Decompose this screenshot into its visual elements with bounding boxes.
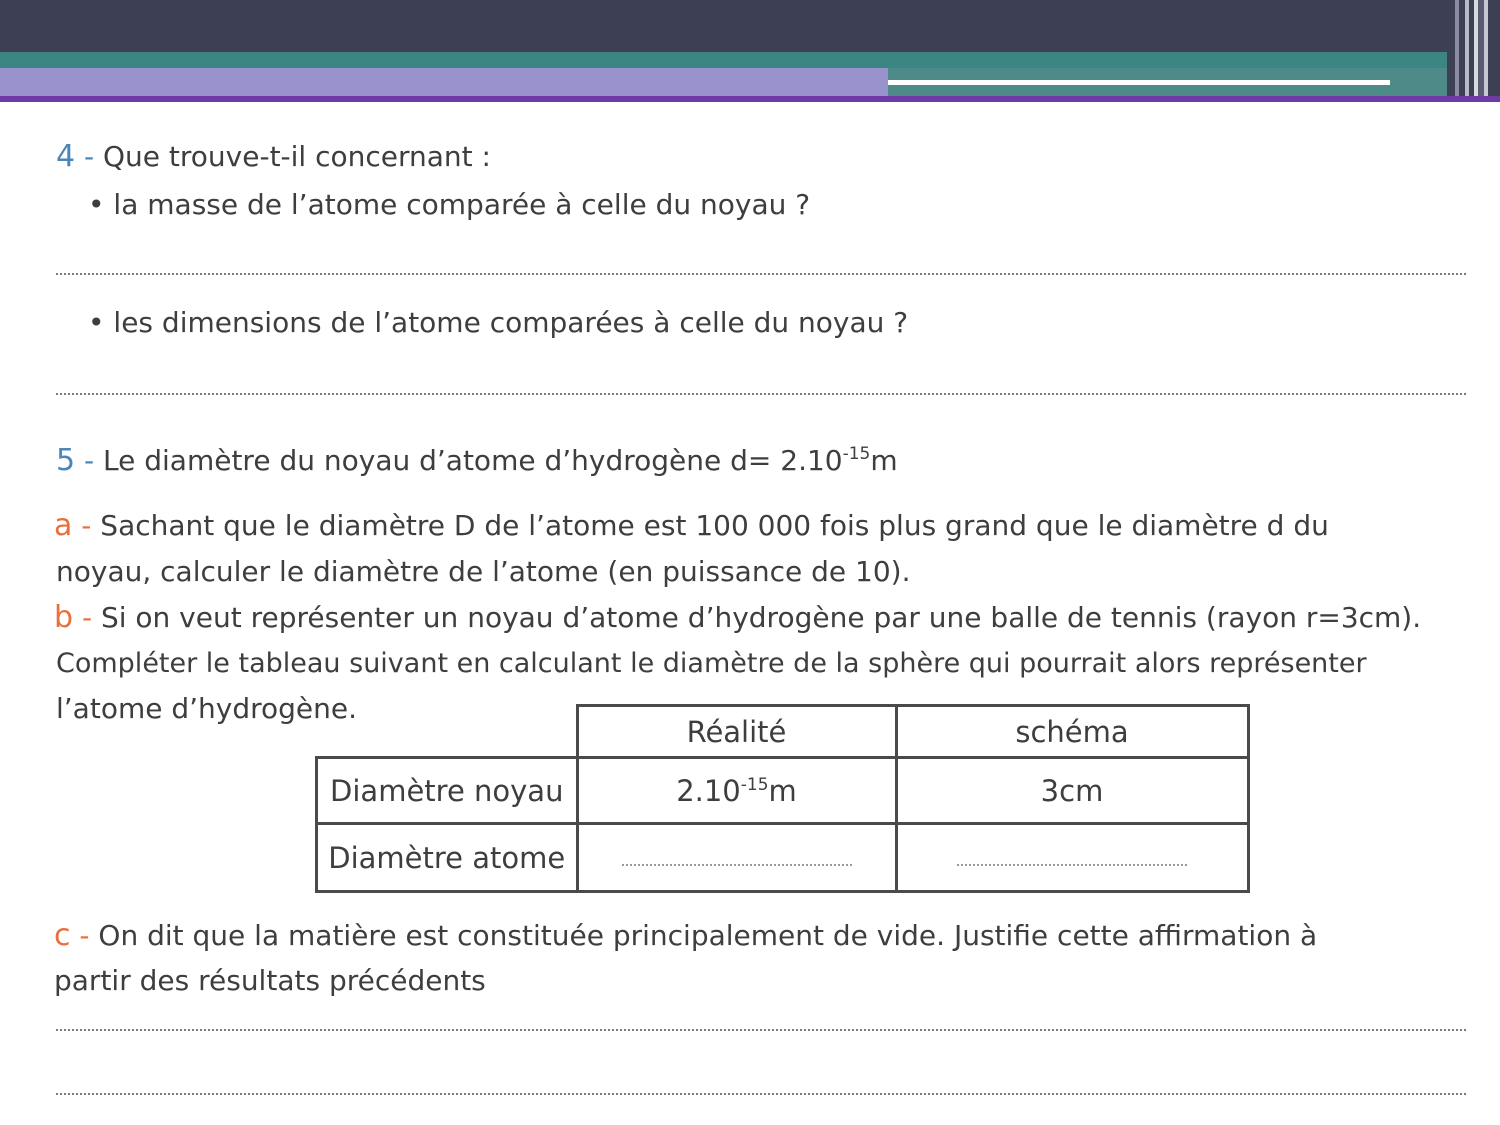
q5-text: Le diamètre du noyau d’atome d’hydrogène d= 2.10	[103, 444, 843, 477]
q5b-line-1	[54, 601, 1421, 635]
q5a-line-1-text: Sachant que le diamètre D de l’atome est 100 000 fois plus grand que le diamètre d du	[100, 509, 1329, 542]
table-header-schema: schéma	[896, 706, 1248, 758]
header-teal-band	[0, 52, 1500, 68]
q5a-line-1	[54, 509, 1329, 543]
bullet-icon: •	[88, 306, 105, 339]
q5-heading	[56, 444, 898, 478]
header-stripes	[1447, 0, 1500, 96]
header-lavender-band	[0, 68, 888, 96]
q5-exponent: -15	[842, 444, 871, 464]
table-cell-atome-realite[interactable]	[577, 824, 896, 892]
q5-number: 5	[56, 443, 76, 478]
q5a-dash: -	[72, 509, 101, 542]
q4-bullet-2	[88, 306, 908, 340]
diameter-table	[315, 704, 1250, 893]
q5-dash: -	[75, 444, 103, 477]
q5a-letter: a	[54, 508, 73, 543]
header-white-line	[888, 80, 1390, 85]
header-purple-rule	[0, 96, 1500, 102]
table-row-label-atome: Diamètre atome	[317, 824, 578, 892]
answer-dots[interactable]	[957, 864, 1187, 866]
answer-line-1[interactable]	[56, 273, 1466, 275]
q4-dash: -	[75, 140, 103, 173]
q4-number: 4	[56, 139, 76, 174]
q4-bullet-2-text: les dimensions de l’atome comparées à celle du noyau ?	[113, 306, 909, 339]
q4-heading	[56, 140, 491, 174]
q5c-line-1	[54, 919, 1317, 953]
table-cell-noyau-schema: 3cm	[896, 758, 1248, 824]
answer-line-2[interactable]	[56, 393, 1466, 395]
header-dark-band	[0, 0, 1500, 52]
q5c-letter: c	[54, 918, 71, 953]
noyau-realite-unit: m	[768, 773, 797, 808]
q5a-line-2: noyau, calculer le diamètre de l’atome (en puissance de 10).	[56, 555, 911, 588]
q5b-line-3: l’atome d’hydrogène.	[56, 692, 358, 725]
q4-bullet-1	[88, 188, 810, 222]
q5-unit: m	[870, 444, 898, 477]
answer-dots[interactable]	[622, 864, 852, 866]
q4-bullet-1-text: la masse de l’atome comparée à celle du noyau ?	[113, 188, 811, 221]
table-header-realite: Réalité	[577, 706, 896, 758]
noyau-realite-exponent: -15	[740, 774, 769, 795]
answer-line-3[interactable]	[56, 1029, 1466, 1031]
q5b-letter: b	[54, 600, 74, 635]
table-cell-atome-schema[interactable]	[896, 824, 1248, 892]
q5b-dash: -	[73, 601, 101, 634]
q5c-line-1-text: On dit que la matière est constituée principalement de vide. Justifie cette affirmation à	[98, 919, 1318, 952]
table-cell-noyau-realite	[577, 758, 896, 824]
q5b-line-1-text: Si on veut représenter un noyau d’atome d’hydrogène par une balle de tennis (rayon r=3cm).	[100, 601, 1422, 634]
answer-line-4[interactable]	[56, 1093, 1466, 1095]
table-row-label-noyau: Diamètre noyau	[317, 758, 578, 824]
q5c-line-2: partir des résultats précédents	[54, 964, 486, 997]
bullet-icon: •	[88, 188, 105, 221]
table-empty-corner	[317, 706, 578, 758]
q5b-line-2: Compléter le tableau suivant en calculant le diamètre de la sphère qui pourrait alors représenter	[56, 648, 1367, 679]
q4-text: Que trouve-t-il concernant :	[103, 140, 491, 173]
noyau-realite-base: 2.10	[676, 773, 741, 808]
q5c-dash: -	[70, 919, 99, 952]
